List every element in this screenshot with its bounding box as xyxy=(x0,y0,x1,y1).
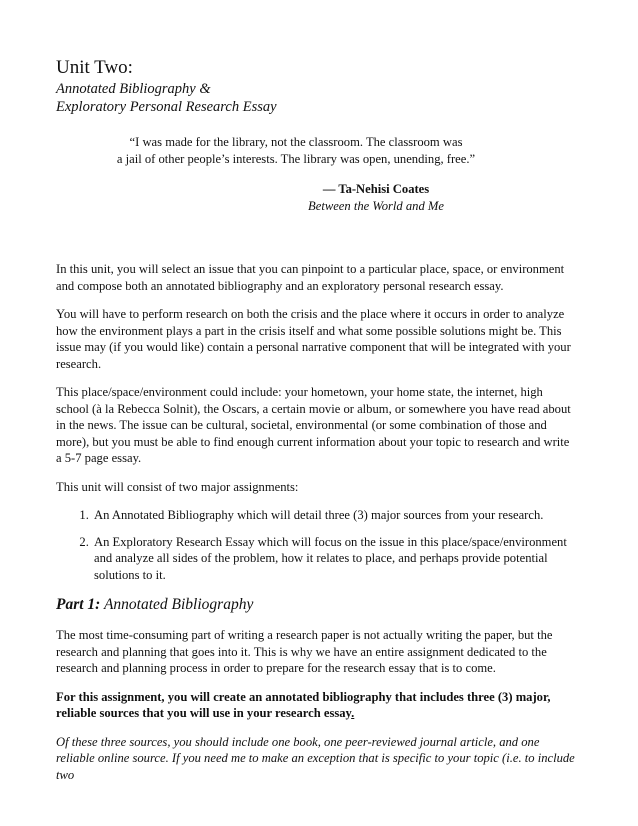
unit-title: Unit Two: xyxy=(56,57,133,78)
part1-name: Annotated Bibliography xyxy=(100,596,254,613)
epigraph-book: Between the World and Me xyxy=(308,198,444,213)
body-text xyxy=(56,261,576,795)
epigraph-line2: a jail of other people’s interests. The library was open, unending, free.” xyxy=(116,151,476,166)
epigraph-author: — Ta-Nehisi Coates xyxy=(322,182,430,196)
unit-subtitle-line2: Exploratory Personal Research Essay xyxy=(56,99,277,115)
document-page xyxy=(56,56,576,782)
intro-paragraph-2: You will have to perform research on both the crisis and the place where it occurs in order to analyze how the environment plays a part in the crisis itself and what some possible solutions might be. This issue may (if you would like) contain a personal narrative component that will be integrated with your research. xyxy=(56,307,571,371)
intro-paragraph-3: This place/space/environment could include: your hometown, your home state, the internet, high school (à la Rebecca Solnit), the Oscars, a certain movie or album, or somewhere you have read about in the news. The issue can be cultural, societal, environmental (or some combination of those and more), but you must be able to find enough current information about your topic to research and write a 5-7 page essay. xyxy=(56,385,571,465)
part1-bold-period: . xyxy=(351,706,355,720)
part1-heading xyxy=(56,595,576,615)
part1-paragraph-1: The most time-consuming part of writing a research paper is not actually writing the paper, but the research and planning that goes into it. This is why we have an entire assignment dedicated to the research and planning process in order to prepare for the research essay that is to come. xyxy=(56,628,553,675)
assignment-item-1: 1. An Annotated Bibliography which will detail three (3) major sources from your research. xyxy=(92,507,576,524)
part1-italic-paragraph: Of these three sources, you should include one book, one peer-reviewed journal article, and one reliable online source. If you need me to make an exception that is specific to your topic (i.e. to include two xyxy=(56,734,575,782)
part1-number: Part 1: xyxy=(56,596,101,613)
assignment-list xyxy=(56,507,576,583)
unit-subtitle-line1: Annotated Bibliography & xyxy=(56,81,211,97)
part1-bold-text: For this assignment, you will create an annotated bibliography that includes three (3) major, reliable sources that you will use in your research essay xyxy=(56,689,551,720)
intro-paragraph-4: This unit will consist of two major assignments: xyxy=(56,479,299,494)
epigraph-line1: “I was made for the library, not the classroom. The classroom was xyxy=(129,135,463,149)
assignment-item-2: 2. An Exploratory Research Essay which will focus on the issue in this place/space/environment and analyze all sides of the problem, how it relates to place, and perhaps provide potential solutions to it. xyxy=(92,534,576,584)
intro-paragraph-1: In this unit, you will select an issue that you can pinpoint to a particular place, space, or environment and compose both an annotated bibliography and an exploratory personal research essay. xyxy=(56,262,565,293)
epigraph xyxy=(56,134,576,214)
part1-bold-paragraph xyxy=(56,689,576,722)
